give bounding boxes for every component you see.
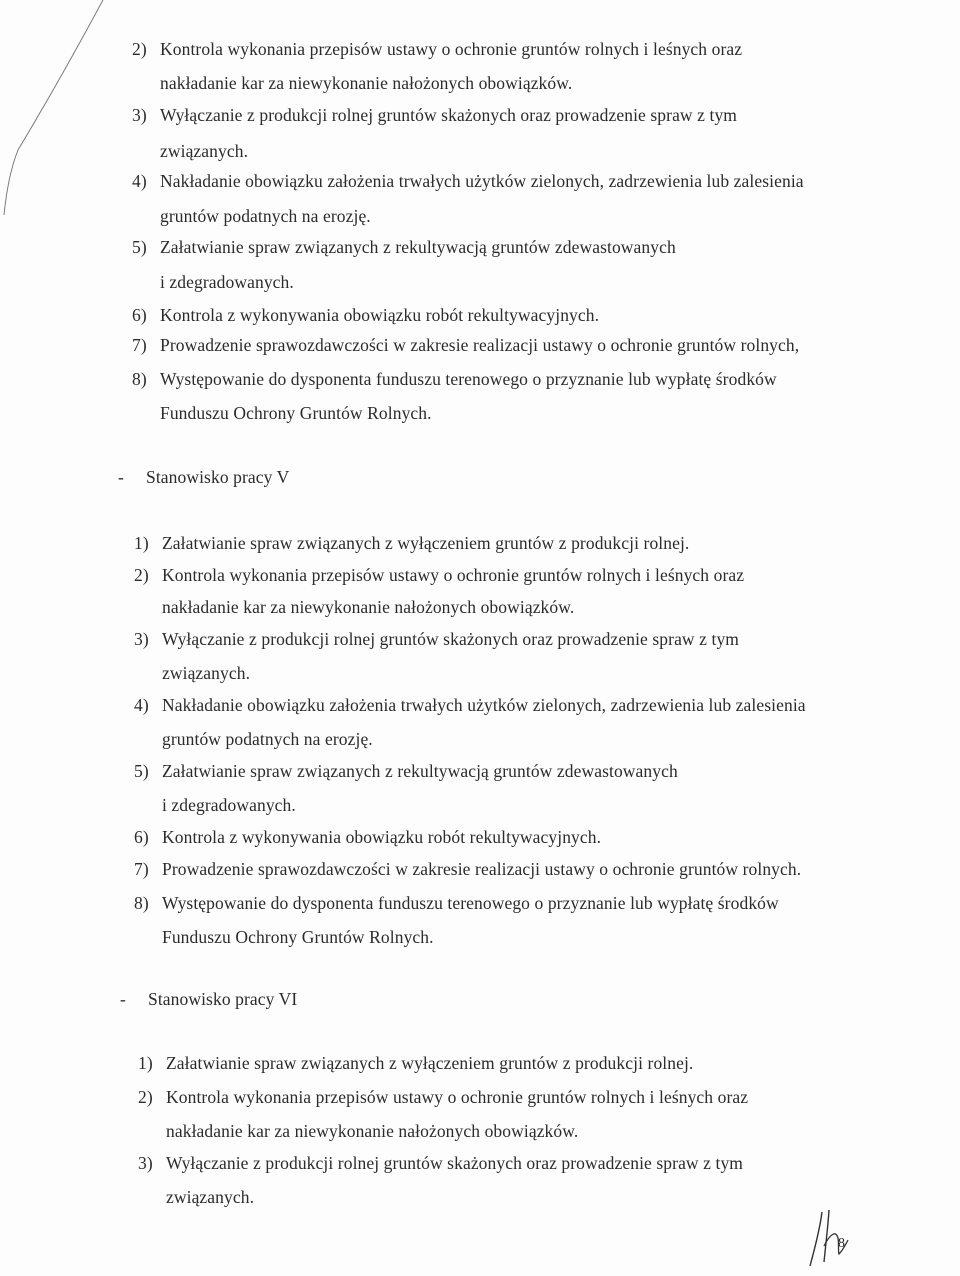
scan-edge-mark	[0, 0, 120, 220]
item-number: 5)	[134, 761, 149, 781]
list-item	[134, 628, 739, 650]
list-item	[134, 858, 801, 880]
item-text: Załatwianie spraw związanych z rekultywacją gruntów zdewastowanych	[160, 237, 676, 257]
list-item	[134, 760, 678, 782]
item-text: Wyłączanie z produkcji rolnej gruntów skażonych oraz prowadzenie spraw z tym	[162, 629, 740, 649]
item-text: Kontrola wykonania przepisów ustawy o ochronie gruntów rolnych i leśnych oraz	[162, 565, 745, 585]
item-number: 4)	[134, 695, 149, 715]
item-text: Kontrola wykonania przepisów ustawy o ochronie gruntów rolnych i leśnych oraz	[160, 39, 743, 59]
item-text-continued: związanych.	[160, 141, 249, 161]
item-text-continued: nakładanie kar za niewykonanie nałożonych obowiązków.	[160, 73, 573, 93]
item-number: 2)	[132, 39, 147, 59]
list-item	[132, 38, 742, 60]
list-item	[134, 694, 806, 716]
item-text-continued: Funduszu Ochrony Gruntów Rolnych.	[162, 927, 434, 947]
item-number: 7)	[134, 859, 149, 879]
list-item	[132, 170, 804, 192]
item-text: Wyłączanie z produkcji rolnej gruntów skażonych oraz prowadzenie spraw z tym	[166, 1153, 744, 1173]
list-item	[132, 368, 777, 390]
item-text: Załatwianie spraw związanych z rekultywacją gruntów zdewastowanych	[162, 761, 678, 781]
item-text: Wyłączanie z produkcji rolnej gruntów skażonych oraz prowadzenie spraw z tym	[160, 105, 738, 125]
list-item	[132, 304, 599, 326]
list-item	[132, 104, 737, 126]
heading-dash: -	[118, 467, 124, 487]
signature-initials	[808, 1208, 852, 1270]
section-heading	[118, 466, 289, 488]
item-text-continued: Funduszu Ochrony Gruntów Rolnych.	[160, 403, 432, 423]
item-number: 4)	[132, 171, 147, 191]
item-text: Kontrola wykonania przepisów ustawy o ochronie gruntów rolnych i leśnych oraz	[166, 1087, 749, 1107]
item-number: 5)	[132, 237, 147, 257]
item-text-continued: gruntów podatnych na erozję.	[160, 206, 371, 226]
item-text: Prowadzenie sprawozdawczości w zakresie realizacji ustawy o ochronie gruntów rolnych.	[162, 859, 802, 879]
list-item	[134, 564, 744, 586]
item-number: 3)	[138, 1153, 153, 1173]
item-text: Nakładanie obowiązku założenia trwałych użytków zielonych, zadrzewienia lub zalesienia	[160, 171, 804, 191]
item-number: 6)	[134, 827, 149, 847]
item-text-continued: nakładanie kar za niewykonanie nałożonych obowiązków.	[166, 1121, 579, 1141]
item-text: Występowanie do dysponenta funduszu terenowego o przyznanie lub wypłatę środków	[162, 893, 779, 913]
section-title: Stanowisko pracy VI	[148, 989, 298, 1009]
item-number: 6)	[132, 305, 147, 325]
item-text-continued: nakładanie kar za niewykonanie nałożonych obowiązków.	[162, 597, 575, 617]
item-number: 1)	[138, 1053, 153, 1073]
item-number: 2)	[138, 1087, 153, 1107]
item-text: Załatwianie spraw związanych z wyłączeniem gruntów z produkcji rolnej.	[162, 533, 690, 553]
list-item	[134, 892, 779, 914]
list-item	[132, 334, 799, 356]
item-text-continued: i zdegradowanych.	[162, 795, 296, 815]
list-item	[134, 826, 601, 848]
item-text-continued: gruntów podatnych na erozję.	[162, 729, 373, 749]
item-text: Załatwianie spraw związanych z wyłączeniem gruntów z produkcji rolnej.	[166, 1053, 694, 1073]
list-item	[138, 1052, 693, 1074]
item-text: Prowadzenie sprawozdawczości w zakresie realizacji ustawy o ochronie gruntów rolnych,	[160, 335, 800, 355]
list-item	[132, 236, 676, 258]
list-item	[134, 532, 689, 554]
item-text: Występowanie do dysponenta funduszu terenowego o przyznanie lub wypłatę środków	[160, 369, 777, 389]
item-text: Kontrola z wykonywania obowiązku robót rekultywacyjnych.	[160, 305, 600, 325]
item-number: 8)	[132, 369, 147, 389]
section-heading	[120, 988, 297, 1010]
item-number: 8)	[134, 893, 149, 913]
item-text: Kontrola z wykonywania obowiązku robót rekultywacyjnych.	[162, 827, 602, 847]
list-item	[138, 1152, 743, 1174]
item-number: 3)	[134, 629, 149, 649]
item-number: 3)	[132, 105, 147, 125]
section-title: Stanowisko pracy V	[146, 467, 290, 487]
item-text-continued: i zdegradowanych.	[160, 272, 294, 292]
item-number: 2)	[134, 565, 149, 585]
item-number: 7)	[132, 335, 147, 355]
item-text-continued: związanych.	[162, 663, 251, 683]
list-item	[138, 1086, 748, 1108]
item-text-continued: związanych.	[166, 1187, 255, 1207]
item-text: Nakładanie obowiązku założenia trwałych użytków zielonych, zadrzewienia lub zalesienia	[162, 695, 806, 715]
item-number: 1)	[134, 533, 149, 553]
page-number: 8	[838, 1236, 845, 1251]
heading-dash: -	[120, 989, 126, 1009]
